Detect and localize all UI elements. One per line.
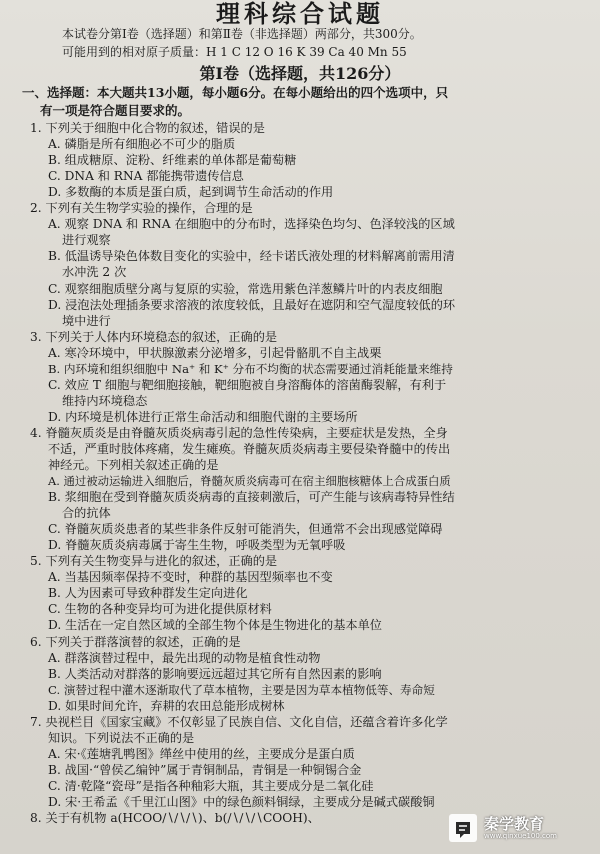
q7-option-d: D. 宋·王希孟《千里江山图》中的绿色颜料铜绿，主要成分是碱式碳酸铜 (48, 795, 435, 809)
q3-option-b: B. 内环境和组织细胞中 Na⁺ 和 K⁺ 分布不均衡的状态需要通过消耗能量来维持 (48, 361, 453, 376)
q7-option-c: C. 清·乾隆“瓷母”是指各种釉彩大瓶，其主要成分是二氧化硅 (48, 778, 374, 793)
page-title: 理科综合试题 (216, 0, 384, 28)
instructions-line-2: 有一项是符合题目要求的。 (40, 103, 191, 118)
intro-line-2: 可能用到的相对原子质量：H 1 C 12 O 16 K 39 Ca 40 Mn 55 (62, 45, 407, 59)
q5-option-a: A. 当基因频率保持不变时，种群的基因型频率也不变 (48, 570, 333, 585)
q4-stem-cont-2: 神经元。下列相关叙述正确的是 (48, 458, 219, 472)
q3-option-c: C. 效应 T 细胞与靶细胞接触，靶细胞被自身溶酶体的溶菌酶裂解，有利于 (48, 377, 447, 392)
q6-option-c: C. 演替过程中灌木逐渐取代了草本植物，主要是因为草本植物低等、寿命短 (48, 682, 435, 697)
question-8-stem: 8. 关于有机物 a(HCOO∕∖∕∖∕∖)、b(∕∖∕∖∕∖COOH)、 (30, 811, 320, 825)
logo-url: www.qinxue100.com (484, 831, 558, 840)
question-7-stem: 7. 央视栏目《国家宝藏》不仅彰显了民族自信、文化自信，还蕴含着许多化学 (30, 714, 448, 729)
q4-stem-cont-1: 不适，严重时肢体疼痛，发生瘫痪。脊髓灰质炎病毒主要侵染脊髓中的传出 (48, 441, 451, 456)
q7-option-b: B. 战国·“曾侯乙编钟”属于青铜制品，青铜是一种铜锡合金 (48, 762, 362, 777)
intro-line-1: 本试卷分第Ⅰ卷（选择题）和第Ⅱ卷（非选择题）两部分，共300分。 (62, 27, 422, 41)
q5-option-c: C. 生物的各种变异均可为进化提供原材料 (48, 602, 272, 617)
q6-option-b: B. 人类活动对群落的影响要远远超过其它所有自然因素的影响 (48, 666, 382, 681)
section-title: 第Ⅰ卷（选择题，共126分） (199, 64, 401, 83)
watermark-logo (448, 812, 586, 844)
q2-option-b-cont: 水冲洗 2 次 (62, 265, 127, 280)
logo-icon (448, 813, 478, 843)
q2-option-c: C. 观察细胞质壁分离与复原的实验，常选用紫色洋葱鳞片叶的内表皮细胞 (48, 281, 443, 296)
q6-option-d: D. 如果时间允许，弃耕的农田总能形成树林 (48, 698, 285, 713)
question-4-stem: 4. 脊髓灰质炎是由脊髓灰质炎病毒引起的急性传染病，主要症状是发热，全身 (30, 425, 448, 440)
q4-option-a: A. 通过被动运输进入细胞后，脊髓灰质炎病毒可在宿主细胞核糖体上合成蛋白质 (48, 474, 451, 488)
q3-option-c-cont: 维持内环境稳态 (62, 393, 148, 408)
question-1-stem: 1. 下列关于细胞中化合物的叙述，错误的是 (30, 121, 265, 135)
q1-option-b: B. 组成糖原、淀粉、纤维素的单体都是葡萄糖 (48, 153, 297, 168)
q2-option-b: B. 低温诱导染色体数目变化的实验中，经卡诺氏液处理的材料解离前需用清 (48, 249, 455, 264)
q2-option-a: A. 观察 DNA 和 RNA 在细胞中的分布时，选择染色均匀、色泽较浅的区域 (48, 217, 455, 232)
question-2-stem: 2. 下列有关生物学实验的操作，合理的是 (30, 201, 253, 216)
q1-option-a: A. 磷脂是所有细胞必不可少的脂质 (48, 137, 236, 151)
q5-option-d: D. 生活在一定自然区域的全部生物个体是生物进化的基本单位 (48, 618, 382, 633)
q1-option-d: D. 多数酶的本质是蛋白质，起到调节生命活动的作用 (48, 185, 334, 200)
q4-option-c: C. 脊髓灰质炎患者的某些非条件反射可能消失，但通常不会出现感觉障碍 (48, 522, 443, 537)
question-3-stem: 3. 下列关于人体内环境稳态的叙述，正确的是 (30, 329, 278, 344)
q7-option-a: A. 宋·《莲塘乳鸭图》缂丝中使用的丝，主要成分是蛋白质 (48, 746, 355, 761)
q7-stem-cont: 知识。下列说法不正确的是 (48, 730, 195, 745)
q4-option-b: B. 浆细胞在受到脊髓灰质炎病毒的直接刺激后，可产生能与该病毒特异性结 (48, 490, 455, 505)
q3-option-d: D. 内环境是机体进行正常生命活动和细胞代谢的主要场所 (48, 409, 358, 424)
q4-option-d: D. 脊髓灰质炎病毒属于寄生生物，呼吸类型为无氧呼吸 (48, 538, 346, 553)
q1-option-c: C. DNA 和 RNA 都能携带遗传信息 (48, 169, 244, 184)
q2-option-d-cont: 境中进行 (62, 313, 111, 328)
logo-name: 秦学教育 (484, 814, 545, 833)
question-6-stem: 6. 下列关于群落演替的叙述，正确的是 (30, 634, 241, 649)
q2-option-d: D. 浸泡法处理插条要求溶液的浓度较低，且最好在遮阴和空气湿度较低的环 (48, 297, 456, 312)
q3-option-a: A. 寒冷环境中，甲状腺激素分泌增多，引起骨骼肌不自主战栗 (48, 345, 382, 360)
q2-option-a-cont: 进行观察 (62, 233, 111, 248)
q4-option-b-cont: 合的抗体 (62, 506, 111, 521)
instructions-line-1: 一、选择题：本大题共13小题，每小题6分。在每小题给出的四个选项中，只 (22, 85, 449, 100)
question-5-stem: 5. 下列有关生物变异与进化的叙述，正确的是 (30, 554, 278, 569)
q6-option-a: A. 群落演替过程中，最先出现的动物是植食性动物 (48, 650, 321, 665)
q5-option-b: B. 人为因素可导致种群发生定向进化 (48, 586, 248, 601)
